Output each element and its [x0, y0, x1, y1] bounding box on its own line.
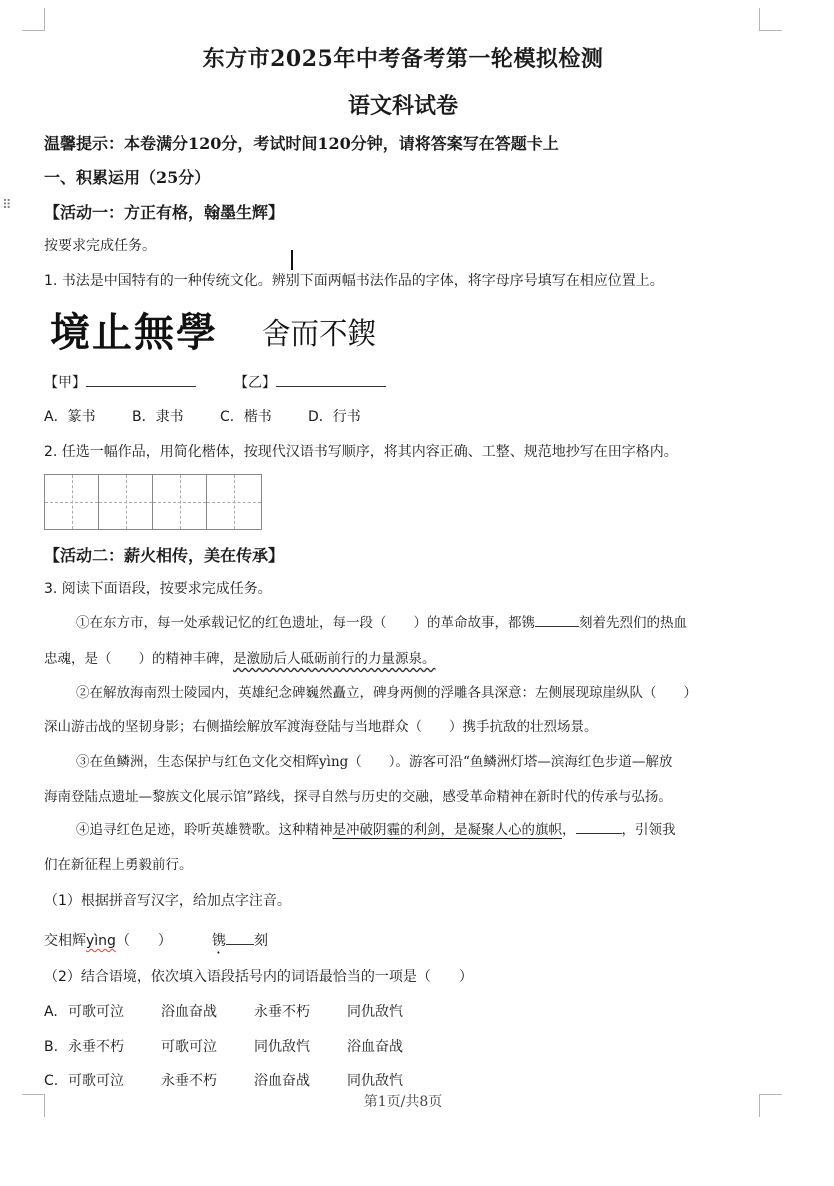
answer-line-jia [44, 372, 196, 392]
paragraph-2-line-2: 深山游击战的坚韧身影；右侧描绘解放军渡海登陆与当地群众（ ）携手抗敌的壮烈场景。 [44, 719, 598, 735]
crop-mark-top-left [22, 8, 45, 31]
blank-yi[interactable] [276, 372, 386, 387]
question-3: 3. 阅读下面语段，按要求完成任务。 [44, 581, 272, 597]
answer-line-yi [234, 372, 386, 392]
section-heading: 一、积累运用（25分） [44, 168, 211, 187]
underlined-sentence: 是冲破阴霾的利剑，是凝聚人心的旗帜 [332, 822, 562, 838]
blank-inline[interactable] [226, 930, 254, 945]
pinyin: yìng [86, 933, 116, 949]
calligraphy-jia-text: 境止無學 [50, 309, 218, 356]
calligraphy-yi-image [262, 300, 380, 360]
option-letter: A. [44, 1004, 58, 1020]
paragraph-text: 刻着先烈们的热血 [579, 615, 687, 631]
option-word: 同仇敌忾 [254, 1039, 310, 1055]
blank-jia[interactable] [86, 372, 196, 387]
option-row-a[interactable] [44, 1001, 440, 1021]
label-yi: 【乙】 [234, 375, 276, 391]
word-stem: 交相辉 [44, 933, 86, 949]
blank-inline[interactable] [535, 612, 579, 627]
option-word: 同仇敌忾 [347, 1004, 403, 1020]
paragraph-2-line-1: ②在解放海南烈士陵园内，英雄纪念碑巍然矗立，碑身两侧的浮雕各具深意：左侧展现琼崖纵队（ ） [76, 685, 697, 701]
drag-handle-icon[interactable]: ⠿ [2, 198, 10, 213]
exam-subtitle: 语文科试卷 [347, 93, 458, 119]
activity1-heading: 【活动一：方正有格，翰墨生辉】 [44, 203, 285, 222]
choice-b: B．隶书 [132, 409, 184, 425]
sub-question-1-line [44, 930, 268, 957]
tianzige-cell[interactable] [99, 475, 153, 529]
tianzige-grid[interactable] [44, 474, 262, 530]
question-1: 1. 书法是中国特有的一种传统文化。辨别下面两幅书法作品的字体，将字母序号填写在相应位置上。 [44, 273, 664, 289]
paragraph-text: 忠魂，是（ ）的精神丰碑， [44, 651, 233, 667]
paragraph-1-line-2 [44, 647, 436, 667]
option-word: 永垂不朽 [68, 1039, 124, 1055]
choice-row [44, 406, 396, 426]
paragraph-4-line-2: 们在新征程上勇毅前行。 [44, 857, 193, 873]
tianzige-cell[interactable] [207, 475, 261, 529]
activity2-heading: 【活动二：薪火相传，美在传承】 [44, 546, 285, 565]
paragraph-text: ③在鱼鳞洲，生态保护与红色文化交相辉 [76, 754, 319, 770]
paragraph-text: ，引领我 [621, 822, 676, 838]
option-word: 可歌可泣 [161, 1039, 217, 1055]
tianzige-cell[interactable] [153, 475, 207, 529]
sub-question-mark: 。 [276, 893, 291, 909]
option-row-c[interactable] [44, 1070, 440, 1090]
option-word: 浴血奋战 [347, 1039, 403, 1055]
crop-mark-top-right [759, 8, 782, 31]
paragraph-text: ④追寻红色足迹，聆听英雄赞歌。这种精神 [76, 822, 333, 838]
word-stem: 刻 [253, 933, 268, 949]
calligraphy-jia-image [48, 300, 218, 360]
tianzige-cell[interactable] [45, 475, 99, 529]
sub-question-text: （1）根据拼音写汉字，给加点字注音 [44, 893, 277, 909]
question-2: 2. 任选一幅作品，用简化楷体，按现代汉语书写顺序，将其内容正确、工整、规范地抄写在田字格内。 [44, 444, 678, 460]
wavy-underlined-sentence: 是激励后人砥砺前行的力量源泉。 [233, 651, 436, 667]
choice-d: D．行书 [308, 409, 361, 425]
sub-question-1 [44, 890, 291, 910]
option-word: 永垂不朽 [161, 1073, 217, 1089]
exam-title: 东方市2025年中考备考第一轮模拟检测 [202, 46, 604, 72]
option-word: 浴血奋战 [254, 1073, 310, 1089]
blank-inline[interactable] [576, 819, 622, 834]
option-row-b[interactable] [44, 1036, 440, 1056]
choice-c: C．楷书 [220, 409, 272, 425]
answer-parens[interactable]: （ ） [115, 933, 172, 949]
activity1-instruction: 按要求完成任务。 [44, 238, 156, 254]
option-letter: B. [44, 1039, 59, 1055]
paragraph-3-line-2: 海南登陆点遗址—黎族文化展示馆”路线，探寻自然与历史的交融，感受革命精神在新时代的传承与弘扬。 [44, 789, 672, 805]
option-word: 浴血奋战 [161, 1004, 217, 1020]
paragraph-text: （ ）。游客可沿“鱼鳞洲灯塔—滨海红色步道—解放 [348, 754, 673, 770]
page-number: 第1页/共8页 [363, 1094, 443, 1110]
sub-question-2: （2）结合语境，依次填入语段括号内的词语最恰当的一项是（ ） [44, 969, 473, 985]
pinyin: yìng [319, 754, 349, 770]
paragraph-text: ①在东方市，每一处承载记忆的红色遗址，每一段（ ）的革命故事，都镌 [76, 615, 535, 631]
option-word: 永垂不朽 [254, 1004, 310, 1020]
option-letter: C. [44, 1073, 59, 1089]
calligraphy-yi-text: 舍而不鍥 [262, 317, 376, 352]
option-word: 同仇敌忾 [347, 1073, 403, 1089]
option-word: 可歌可泣 [68, 1004, 124, 1020]
option-word: 可歌可泣 [68, 1073, 124, 1089]
text-cursor [291, 250, 293, 270]
exam-tip: 温馨提示：本卷满分120分，考试时间120分钟，请将答案写在答题卡上 [44, 134, 559, 153]
paragraph-3-line-1 [76, 750, 672, 770]
label-jia: 【甲】 [44, 375, 86, 391]
choice-a: A．篆书 [44, 409, 96, 425]
paragraph-text: ， [562, 822, 576, 838]
paragraph-4-line-1 [76, 818, 676, 838]
paragraph-1-line-1 [76, 611, 687, 631]
dotted-character: 镌 [211, 933, 226, 949]
